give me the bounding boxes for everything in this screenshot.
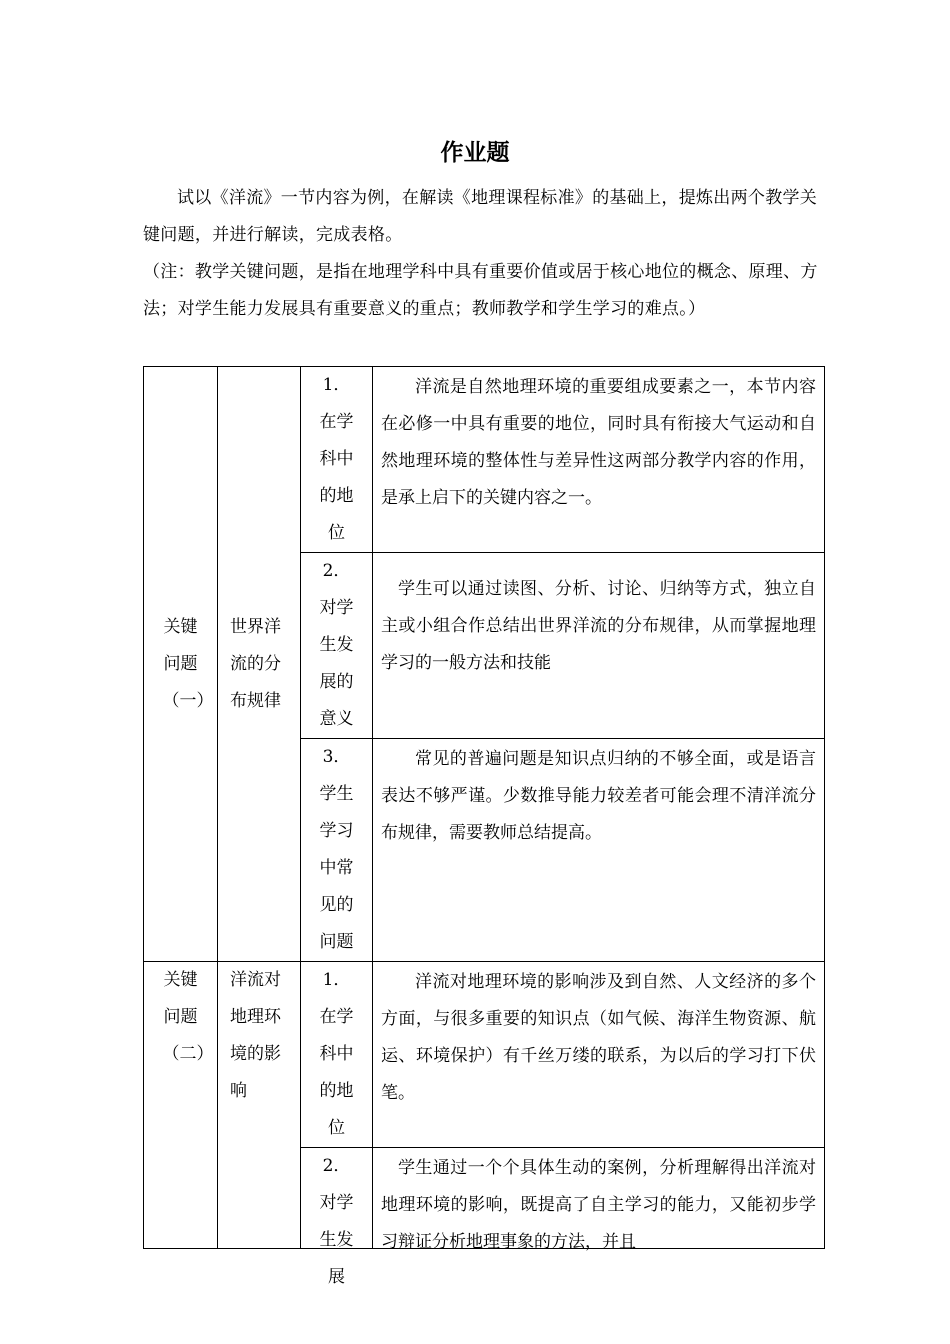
content-cell [373,367,825,553]
key-question-label: 关键问题（一） [162,616,214,711]
aspect-label: 2．对学生发展的意义 [319,561,354,729]
key-question-topic: 世界洋流的分布规律 [230,616,281,711]
content-cell [373,962,825,1148]
table-row [144,962,825,1148]
aspect-label: 2．对学生发展 [319,1156,354,1287]
key-question-label-cell [144,962,218,1249]
aspect-cell [301,962,373,1148]
intro-paragraph: 试以《洋流》一节内容为例，在解读《地理课程标准》的基础上，提炼出两个教学关键问题，并进行解读，完成表格。 [143,188,818,245]
key-questions-table [143,366,825,1287]
key-question-label-cell [144,367,218,962]
aspect-cell [301,739,373,962]
content-text: 洋流是自然地理环境的重要组成要素之一，本节内容在必修一中具有重要的地位，同时具有衔接大气运动和自然地理环境的整体性与差异性这两部分教学内容的作用，是承上启下的关键内容之一。 [381,377,816,508]
intro-section [143,180,823,328]
topic-cell [218,367,301,962]
content-cell [373,739,825,962]
aspect-cell [301,367,373,553]
topic-cell [218,962,301,1249]
aspect-label: 1．在学科中的地位 [319,970,354,1138]
content-text: 学生通过一个个具体生动的案例，分析理解得出洋流对地理环境的影响，既提高了自主学习的能力，又能初步学习辩证分析地理事象的方法，并且 [381,1158,816,1252]
content-text: 洋流对地理环境的影响涉及到自然、人文经济的多个方面，与很多重要的知识点（如气候、海洋生物资源、航运、环境保护）有千丝万缕的联系，为以后的学习打下伏笔。 [381,972,816,1103]
key-question-label: 关键问题（二） [162,970,214,1064]
page-title: 作业题 [440,140,510,166]
key-question-topic: 洋流对地理环境的影响 [230,970,281,1101]
aspect-cell [301,1148,373,1287]
content-cell [373,553,825,739]
aspect-label: 1．在学科中的地位 [319,375,354,543]
aspect-cell [301,553,373,739]
aspect-label: 3．学生学习中常见的问题 [319,747,354,952]
content-cell [373,1148,825,1252]
table-row [144,367,825,553]
intro-note: （注：教学关键问题，是指在地理学科中具有重要价值或居于核心地位的概念、原理、方法；对学生能力发展具有重要意义的重点；教师教学和学生学习的难点。） [143,262,818,319]
content-text: 学生可以通过读图、分析、讨论、归纳等方式，独立自主或小组合作总结出世界洋流的分布规律，从而掌握地理学习的一般方法和技能 [381,579,816,673]
content-text: 常见的普遍问题是知识点归纳的不够全面，或是语言表达不够严谨。少数推导能力较差者可能会理不清洋流分布规律，需要教师总结提高。 [381,749,816,843]
